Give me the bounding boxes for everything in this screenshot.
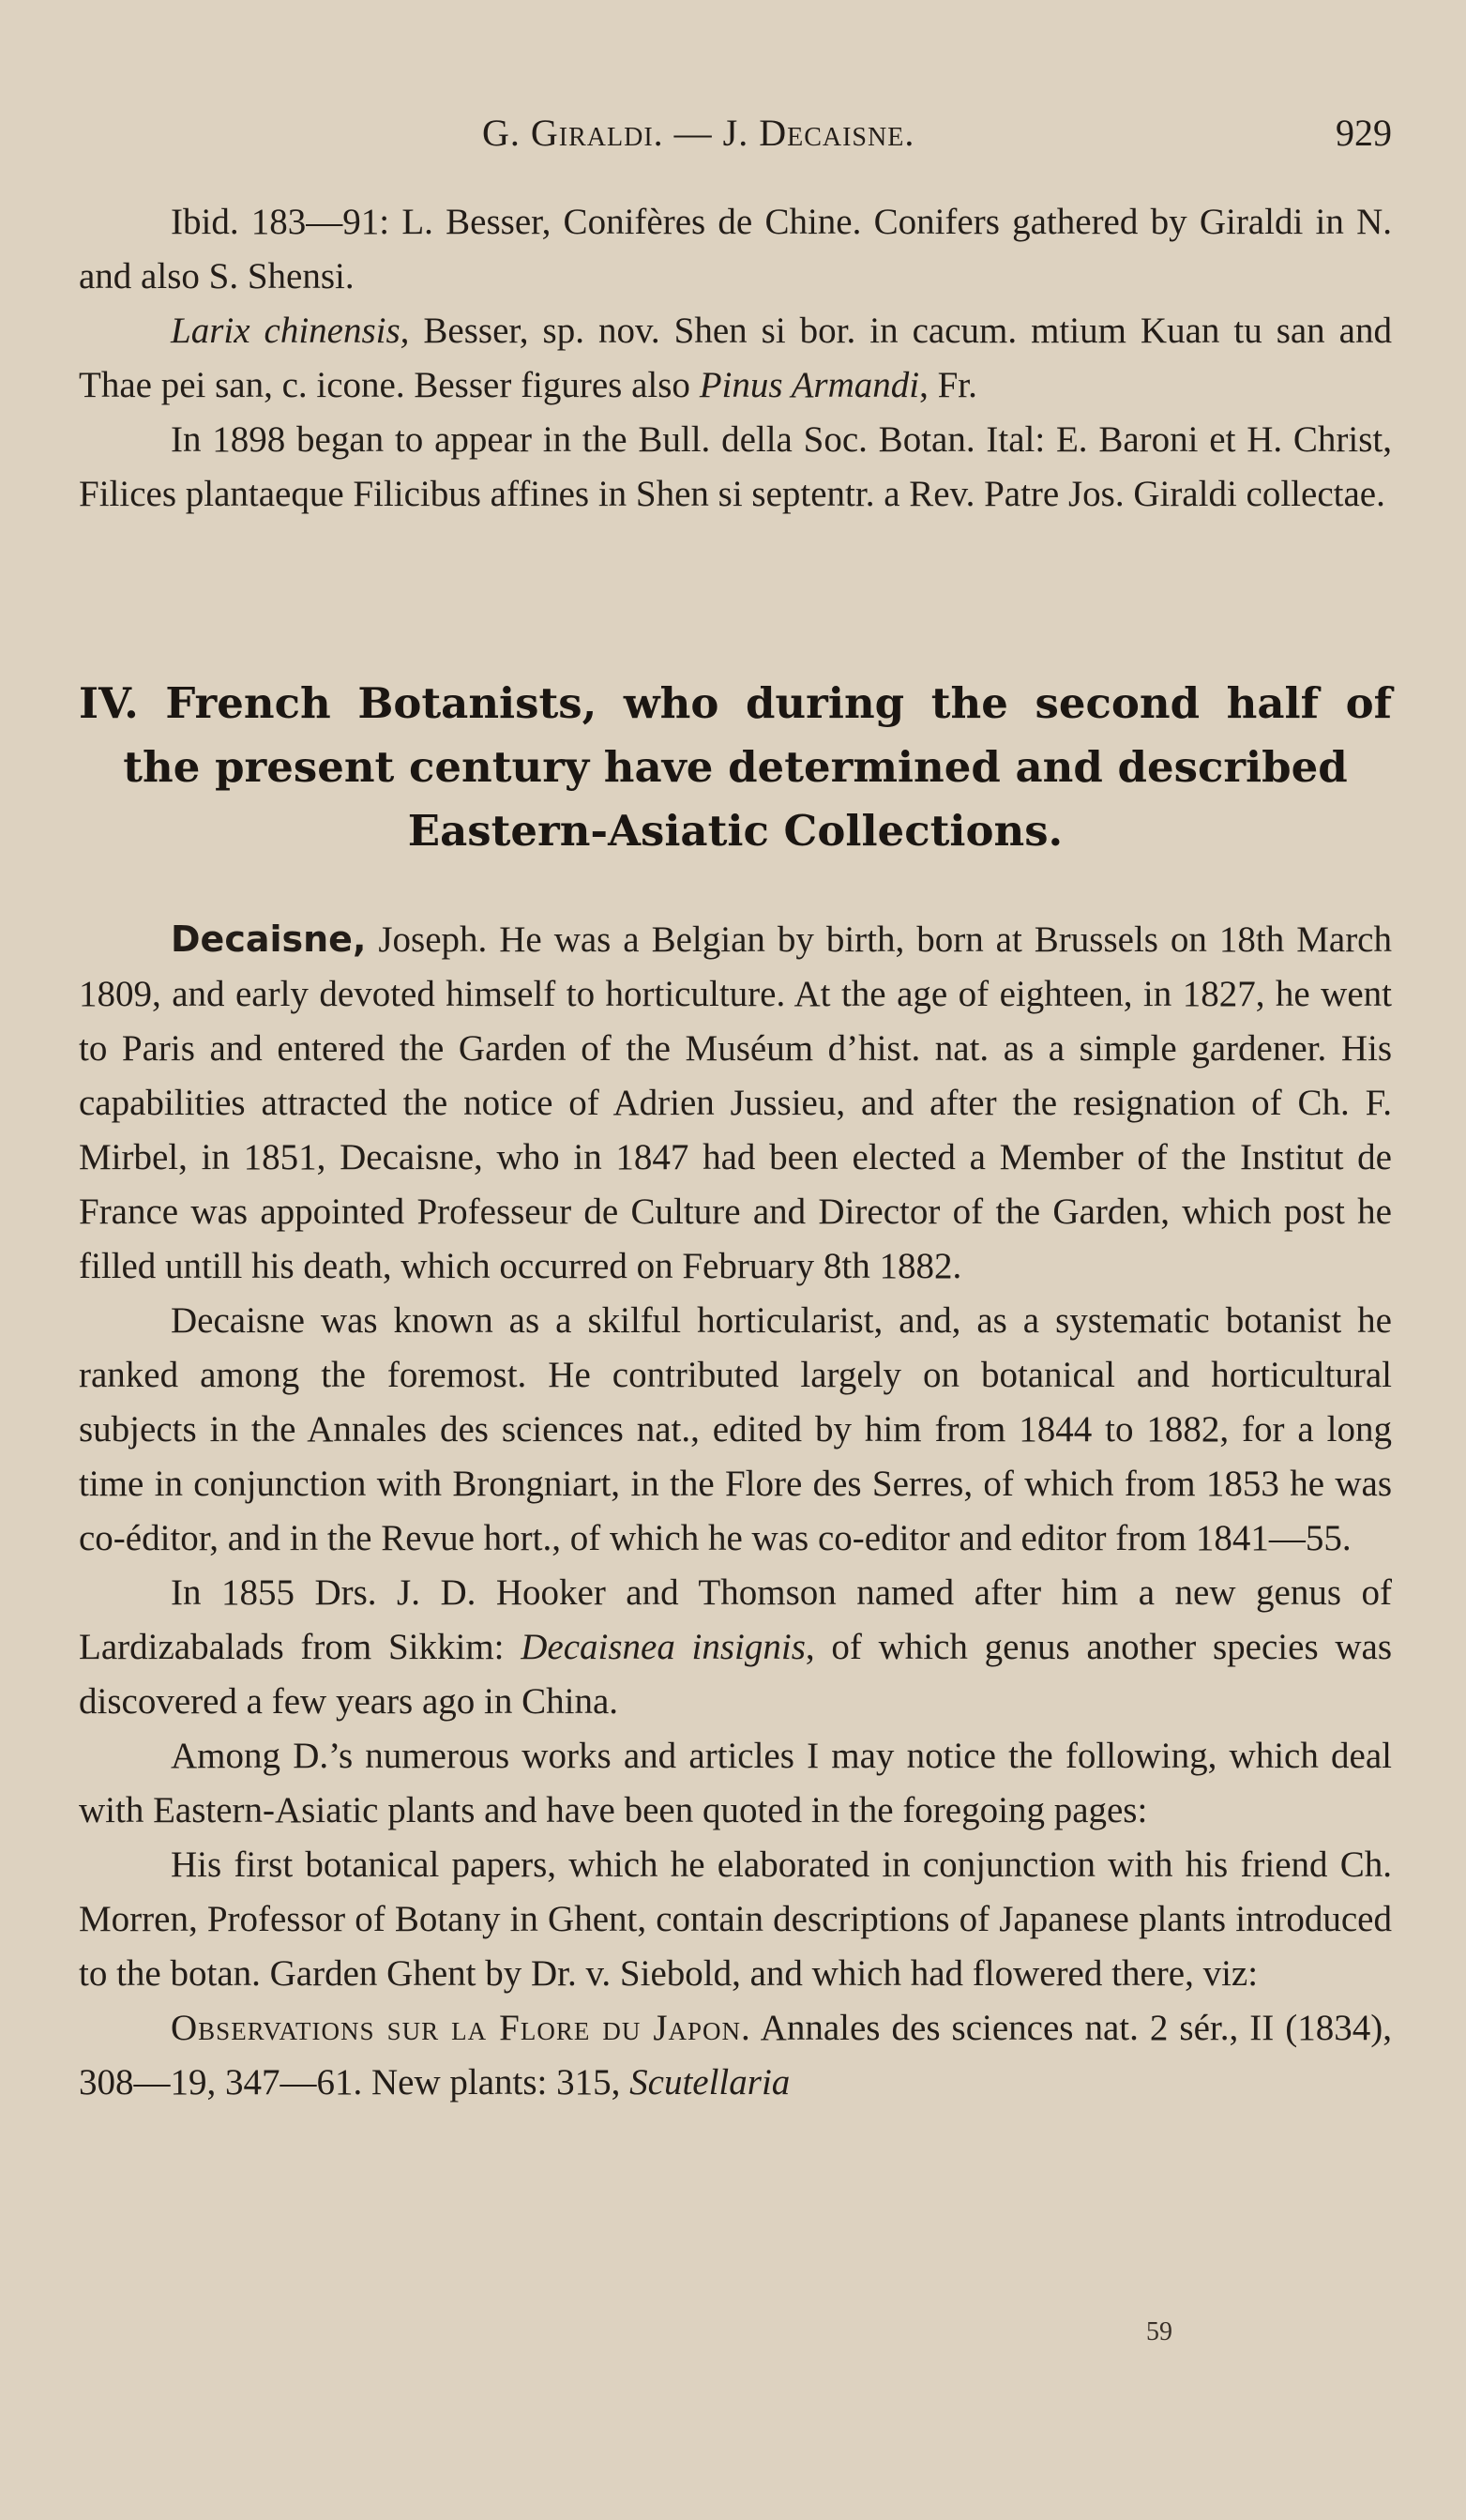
heading-line: the present century have determined and described xyxy=(123,742,1348,792)
paragraph-text: In 1898 began to appear in the Bull. della Soc. Botan. Ital: E. Baroni et H. Christ, Filices plantaeque Filicibus affines in Shen si septentr. a Rev. Patre Jos. Giraldi collectae. xyxy=(79,419,1392,514)
species-name: Larix chinensis, xyxy=(171,311,410,351)
paragraph-text: Joseph. He was a Belgian by birth, born at Brussels on 18th March 1809, and early devoted himself to horticulture. At the age of eighteen, in 1827, he went to Paris and entered the Garden of the Muséum d’hist. nat. as a simple gardener. His capabilities attracted the notice of Adrien Jussieu, and after the resignation of Ch. F. Mirbel, in 1851, Decaisne, who in 1847 had been elected a Member of the Institut de France was appointed Professeur de Culture and Director of the Garden, which post he filled untill his death, which occurred on February 8th 1882. xyxy=(79,919,1392,1286)
paragraph xyxy=(79,195,1392,304)
paragraph-text: , Fr. xyxy=(919,365,977,405)
paragraph-text: Among D.’s numerous works and articles I may notice the following, which deal with Eastern-Asiatic plants and have been quoted in the foregoing pages: xyxy=(79,1736,1392,1830)
work-title: Observations sur la Flore du Japon. xyxy=(171,2008,751,2048)
signature-mark: 59 xyxy=(1146,2317,1172,2346)
paragraph-text: Besser, sp. nov. Shen si bor. in cacum. mtium Kuan tu san and Thae pei san, c. icone. Besser figures also xyxy=(79,311,1392,405)
species-name: Pinus Armandi xyxy=(699,365,920,405)
section-heading-block xyxy=(79,672,1392,863)
paragraph-text: In 1855 Drs. J. D. Hooker and Thomson named after him a new genus of Lardizabalads from Sikkim: xyxy=(79,1572,1392,1667)
paragraph xyxy=(79,413,1392,522)
page-header xyxy=(79,111,1392,163)
paragraph xyxy=(79,1838,1392,2001)
body-section xyxy=(79,912,1392,2110)
paragraph xyxy=(79,912,1392,1294)
heading-line: Eastern-Asiatic Collections. xyxy=(407,806,1064,856)
running-head: G. Giraldi. — J. Decaisne. xyxy=(482,112,915,154)
paragraph-text: , of which genus another species was discovered a few years ago in China. xyxy=(79,1627,1393,1722)
heading-line: IV. French Botanists, who during the second half of xyxy=(79,678,1392,728)
paragraph-text: Ibid. 183—91: L. Besser, Conifères de Chine. Conifers gathered by Giraldi in N. and also S. Shensi. xyxy=(79,202,1392,296)
paragraph xyxy=(79,1566,1392,1729)
section-heading xyxy=(79,672,1392,863)
paragraph xyxy=(79,1294,1392,1566)
entry-name: Decaisne, xyxy=(171,918,367,960)
paragraph-text: Annales des sciences nat. 2 sér., II (1834), 308—19, 347—61. New plants: 315, xyxy=(79,2008,1392,2103)
species-name: Scutellaria xyxy=(629,2062,791,2103)
paragraph-text: His first botanical papers, which he elaborated in conjunction with his friend Ch. Morren, Professor of Botany in Ghent, contain descriptions of Japanese plants introduced to the botan. Garden Ghent by Dr. v. Siebold, and which had flowered there, viz: xyxy=(79,1844,1392,1994)
paragraph-text: Decaisne was known as a skilful horticularist, and, as a systematic botanist he ranked among the foremost. He contributed largely on botanical and horticultural subjects in the Annales des sciences nat., edited by him from 1844 to 1882, for a long time in conjunction with Brongniart, in the Flore des Serres, of which from 1853 he was co-éditor, and in the Revue hort., of which he was co-editor and editor from 1841—55. xyxy=(79,1300,1392,1558)
paragraph xyxy=(79,2001,1392,2110)
species-name: Decaisnea insignis xyxy=(521,1627,806,1667)
intro-section xyxy=(79,195,1392,522)
paragraph xyxy=(79,304,1392,413)
paragraph xyxy=(79,1729,1392,1838)
page-number: 929 xyxy=(1336,112,1392,154)
